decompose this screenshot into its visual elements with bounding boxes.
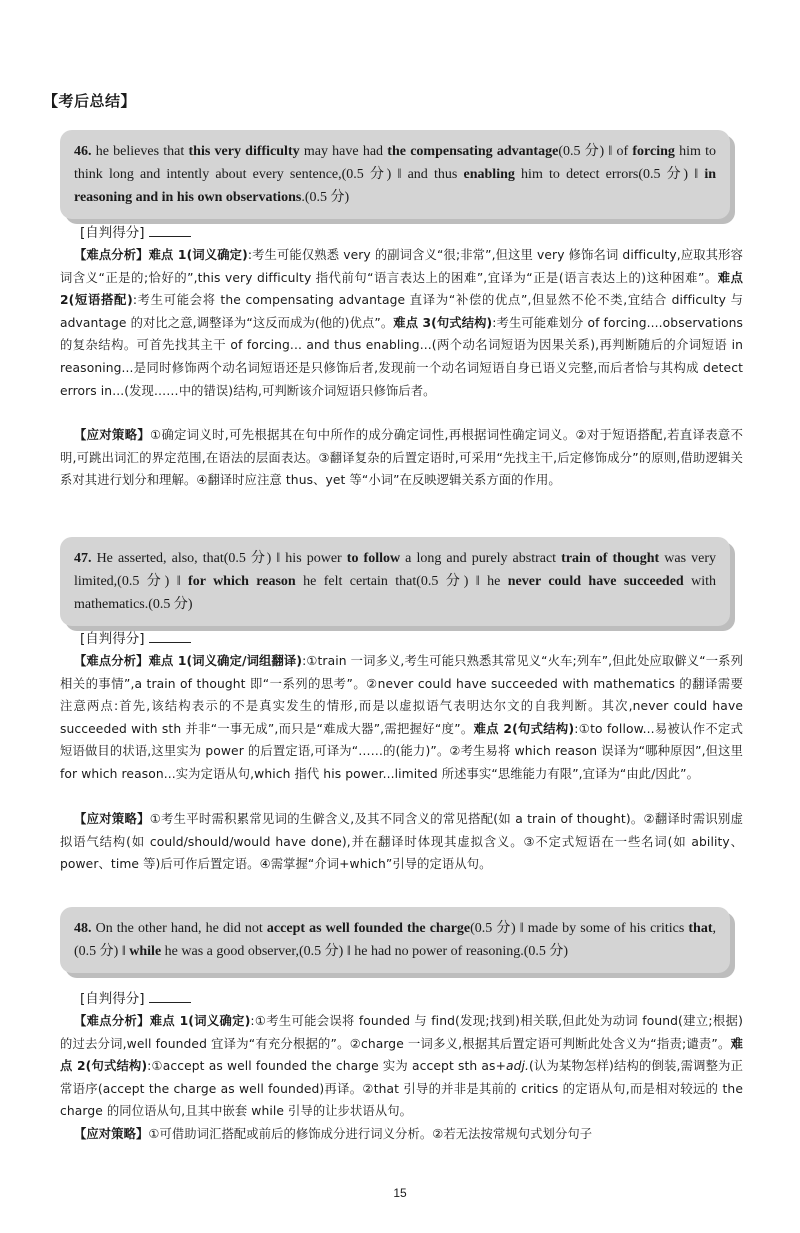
q47-score-mark: (0.5 分) ‖ he: [416, 574, 508, 589]
q46-text: him to detect errors: [514, 167, 639, 182]
q47-text: he felt certain that: [295, 574, 417, 589]
q46-analysis-label: 【难点分析】: [74, 248, 149, 262]
q46-score-mark: (0.5 分) ‖ of: [558, 144, 633, 159]
q48-strategy: [60, 1123, 743, 1146]
q48-score-line: [80, 987, 191, 1007]
q46-difficulty-1-text: :考生可能仅熟悉 very 的副词含义“很;非常”,但这里 very 修饰名词 difficulty,应取其形容词含义“正是的;恰好的”,this very difficulty 指代前句“语言表达上的困难”,宜译为“正是(语言表达上的)这种困难”。: [60, 248, 743, 285]
section-title: 【考后总结】: [43, 92, 137, 110]
q48-difficulty-1-text: :①考生可能会误将 founded 与 find(发现;找到)相关联,但此处为动词 found(建立;根据)的过去分词,well founded 宜译为“有充分根据的”。②charge 一词多义,根据其后置定语可判断此处含义为“指责;谴责”。: [60, 1014, 744, 1051]
q46-score-blank[interactable]: [149, 222, 191, 237]
q47-difficulty-1-label: 难点 1(词义确定/词组翻译): [148, 654, 303, 668]
q46-bold: in reasoning and in his own observations: [74, 167, 717, 205]
q48-difficulty-2-italic: adj.: [505, 1059, 530, 1074]
q46-strategy: [60, 424, 743, 492]
q48-score-mark: (0.5 分) ‖ made by some of his critics: [470, 921, 689, 936]
q48-difficulty-2-label: 难点 2(句式结构): [60, 1036, 743, 1074]
q48-score-mark: ,(0.5 分) ‖: [74, 921, 717, 959]
q46-difficulty-1-label: 难点 1(词义确定): [148, 248, 248, 262]
q48-text: On the other hand, he did not: [91, 921, 267, 936]
q47-number: 47.: [74, 551, 92, 566]
q46-bold: enabling: [463, 167, 515, 182]
q47-text: He asserted, also, that: [91, 551, 224, 566]
q48-difficulty-1-label: 难点 1(词义确定): [149, 1014, 251, 1028]
q48-score-mark: (0.5 分): [523, 944, 569, 959]
q47-text: was very limited,: [74, 551, 716, 589]
q46-score-mark: .(0.5 分): [301, 190, 350, 205]
q46-score-mark: (0.5 分) ‖ and thus: [341, 167, 464, 182]
q48-score-mark: (0.5 分) ‖ he had no power of reasoning.: [299, 944, 524, 959]
q46-difficulty-3-label: 难点 3(句式结构): [393, 315, 493, 330]
q47-score-mark: (0.5 分) ‖: [117, 574, 189, 589]
q47-bold: for which reason: [188, 574, 296, 589]
question-48-box: [60, 907, 730, 973]
q48-bold: that: [688, 921, 713, 936]
q48-strategy-label: 【应对策略】: [74, 1127, 149, 1141]
q47-analysis-label: 【难点分析】: [74, 654, 149, 668]
q48-analysis-label: 【难点分析】: [74, 1014, 150, 1028]
q47-difficulty-2-label: 难点 2(句式结构): [473, 721, 575, 736]
q48-bold: accept as well founded the charge: [266, 921, 471, 936]
q46-text: may have had: [299, 144, 388, 159]
q47-bold: train of thought: [561, 551, 660, 566]
q47-text: a long and purely abstract: [400, 551, 562, 566]
q46-difficulty-3-text: :考生可能难划分 of forcing....observations 的复杂结构。可首先找其主干 of forcing... and thus enabling...(两个动名词短语为因果关系),再判断随后的介词短语 in reasoning...是同时修饰两个动名词短语还是只修饰后者,发现前一个动名词短语自身已语义完整,而后者恰与其构成 detect errors in...(发现……中的错误)结构,可判断该介词短语只修饰后者。: [60, 315, 744, 398]
q46-bold: forcing: [632, 144, 675, 159]
question-47-box: [60, 537, 730, 626]
page-number: 15: [393, 1186, 407, 1200]
q48-score-label: [自判得分]: [80, 991, 145, 1007]
q46-analysis: [60, 244, 743, 402]
q47-text: with mathematics.: [74, 574, 717, 612]
q47-score-mark: (0.5 分): [148, 597, 193, 612]
q48-difficulty-2-text: (认为某物怎样)结构的倒装,需调整为正常语序(accept the charge as well founded)再译。②that 引导的并非是其前的 critics 的定语从句,而是相对较远的 the charge 的同位语从句,且其中嵌套 while 引导的让步状语从句。: [60, 1059, 743, 1119]
q47-analysis: [60, 650, 743, 786]
q46-score-line: [80, 221, 191, 241]
q46-score-mark: (0.5 分) ‖: [638, 167, 705, 182]
q47-strategy-text: ①考生平时需积累常见词的生僻含义,及其不同含义的常见搭配(如 a train of thought)。②翻译时需识别虚拟语气结构(如 could/should/would have done),并在翻译时体现其虚拟含义。③不定式短语在一些名词(如 ability、power、time 等)后可作后置定语。④需掌握“介词+which”引导的定语从句。: [60, 812, 743, 872]
q46-bold: the compensating advantage: [387, 144, 559, 159]
q46-number: 46.: [74, 144, 92, 159]
q46-difficulty-2-label: 难点 2(短语搭配): [60, 270, 744, 308]
q47-difficulty-1-text: :①train 一词多义,考生可能只熟悉其常见义“火车;列车”,但此处应取僻义“一系列相关的事情”,a train of thought 即“一系列的思考”。②never could have succeeded with mathematics 的翻译需要注意两点:首先,该结构表示的不是真实发生的情形,而是以虚拟语气表明达尔文的自我判断。其次,never could have succeeded with sth 并非“一事无成”,而只是“难成大器”,需把握好“度”。: [60, 654, 743, 736]
q46-strategy-label: 【应对策略】: [74, 428, 151, 442]
q47-strategy: [60, 808, 743, 876]
q48-analysis: [60, 1010, 743, 1123]
q46-score-label: [自判得分]: [80, 225, 145, 241]
q48-score-blank[interactable]: [149, 988, 191, 1003]
q48-text: he was a good observer,: [161, 944, 299, 959]
q47-strategy-label: 【应对策略】: [74, 812, 150, 826]
q47-difficulty-2-text: :①to follow...易被认作不定式短语做目的状语,这里实为 power 的后置定语,可译为“……的(能力)”。②考生易将 which reason 误译为“哪种原因”,但这里 for which reason...实为定语从句,which 指代 his power...limited 所述事实“思维能力有限”,宜译为“由此/因此”。: [60, 721, 744, 781]
q46-difficulty-2-text: :考生可能会将 the compensating advantage 直译为“补偿的优点”,但显然不伦不类,宜结合 difficulty 与 advantage 的对比之意,调整译为“这反而成为(他的)优点”。: [60, 293, 744, 330]
q46-text: he believes that: [91, 144, 189, 159]
q46-strategy-text: ①确定词义时,可先根据其在句中所作的成分确定词性,再根据词性确定词义。②对于短语搭配,若直译表意不明,可跳出词汇的界定范围,在语法的层面表达。③翻译复杂的后置定语时,可采用“先找主干,后定修饰成分”的原则,借助逻辑关系对其进行划分和理解。④翻译时应注意 thus、yet 等“小词”在反映逻辑关系方面的作用。: [60, 428, 743, 488]
q47-score-label: [自判得分]: [80, 631, 145, 647]
q47-score-mark: (0.5 分) ‖ his power: [223, 551, 347, 566]
question-46-box: [60, 130, 730, 219]
q48-difficulty-2-text: :①accept as well founded the charge 实为 accept sth as+: [147, 1059, 506, 1074]
q48-bold: while: [129, 944, 162, 959]
q48-strategy-text: ①可借助词汇搭配或前后的修饰成分进行词义分析。②若无法按常规句式划分句子: [148, 1127, 593, 1141]
q46-bold: this very difficulty: [188, 144, 300, 159]
q47-score-blank[interactable]: [149, 628, 191, 643]
q46-text: him to think long and intently about every sentence,: [74, 144, 717, 182]
q47-score-line: [80, 627, 191, 647]
q47-bold: never could have succeeded: [507, 574, 684, 589]
q48-number: 48.: [74, 921, 92, 936]
q47-bold: to follow: [346, 551, 401, 566]
